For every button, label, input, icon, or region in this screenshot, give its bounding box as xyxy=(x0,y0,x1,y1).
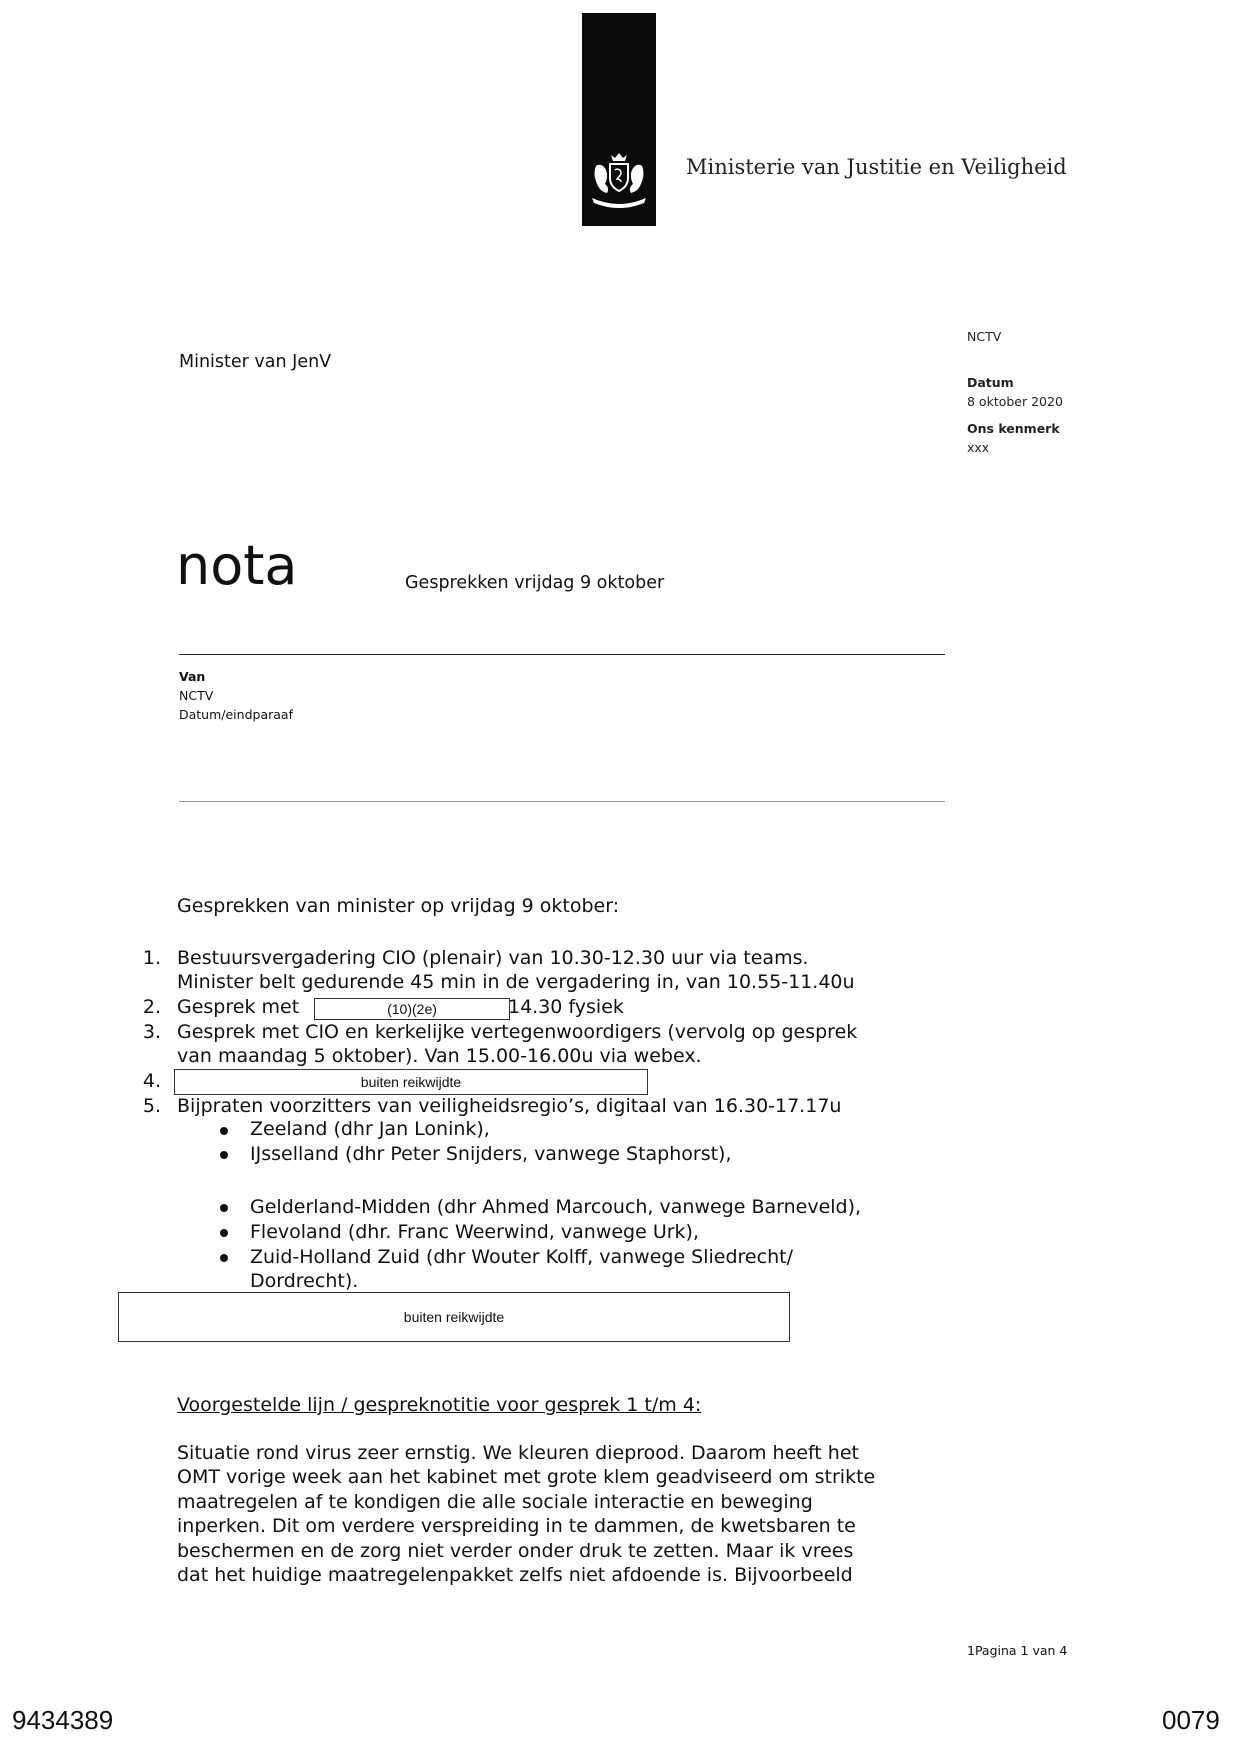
document-number: 9434389 xyxy=(12,1705,114,1735)
redaction-box: (10)(2e) xyxy=(314,998,510,1020)
list-number: 1. xyxy=(142,947,161,969)
list-item-5: Bijpraten voorzitters van veiligheidsregio’s, digitaal van 16.30-17.17u xyxy=(177,1095,842,1117)
sub-item-gelderland-midden: Gelderland-Midden (dhr Ahmed Marcouch, vanwege Barneveld), xyxy=(250,1196,862,1218)
ministry-name: Ministerie van Justitie en Veiligheid xyxy=(686,155,1067,179)
department-label: NCTV xyxy=(967,329,1002,344)
paragraph-line: Situatie rond virus zeer ernstig. We kleuren dieprood. Daarom heeft het xyxy=(177,1442,859,1464)
sub-item-flevoland: Flevoland (dhr. Franc Weerwind, vanwege Urk), xyxy=(250,1221,700,1243)
document-code: 0079 xyxy=(1162,1705,1220,1735)
bullet-icon xyxy=(220,1254,228,1262)
list-item-2-prefix: Gesprek met xyxy=(177,996,300,1018)
list-number: 2. xyxy=(142,996,161,1018)
document-type: nota xyxy=(176,534,298,597)
sub-item-zuid-holland-zuid: Zuid-Holland Zuid (dhr Wouter Kolff, vanwege Sliedrecht/ xyxy=(250,1246,793,1268)
reference-label: Ons kenmerk xyxy=(967,421,1060,436)
divider-top xyxy=(179,654,945,655)
list-item-2-suffix: 14.30 fysiek xyxy=(508,996,624,1018)
list-item-3-line-2: van maandag 5 oktober). Van 15.00-16.00u via webex. xyxy=(177,1045,702,1067)
list-number: 5. xyxy=(142,1095,161,1117)
sender-value: NCTV xyxy=(179,688,214,703)
paragraph-line: dat het huidige maatregelenpakket zelfs niet afdoende is. Bijvoorbeeld xyxy=(177,1564,853,1586)
bullet-icon xyxy=(220,1229,228,1237)
sub-item-ijsselland: IJsselland (dhr Peter Snijders, vanwege Staphorst), xyxy=(250,1143,732,1165)
page-number: 1Pagina 1 van 4 xyxy=(967,1643,1068,1658)
list-item-1-line-1: Bestuursvergadering CIO (plenair) van 10.30-12.30 uur via teams. xyxy=(177,947,809,969)
bullet-icon xyxy=(220,1127,228,1135)
list-item-3-line-1: Gesprek met CIO en kerkelijke vertegenwoordigers (vervolg op gesprek xyxy=(177,1021,858,1043)
section-heading: Voorgestelde lijn / gespreknotitie voor gesprek 1 t/m 4: xyxy=(177,1394,702,1416)
bullet-icon xyxy=(220,1151,228,1159)
paragraph-line: OMT vorige week aan het kabinet met grote klem geadviseerd om strikte xyxy=(177,1466,876,1488)
date-value: 8 oktober 2020 xyxy=(967,394,1063,409)
intro-text: Gesprekken van minister op vrijdag 9 oktober: xyxy=(177,895,620,917)
paragraph-line: beschermen en de zorg niet verder onder druk te zetten. Maar ik vrees xyxy=(177,1540,854,1562)
date-initials-label: Datum/eindparaaf xyxy=(179,707,293,722)
netherlands-coat-of-arms-icon xyxy=(588,152,650,210)
sub-item-zeeland: Zeeland (dhr Jan Lonink), xyxy=(250,1118,490,1140)
list-number: 3. xyxy=(142,1021,161,1043)
reference-value: xxx xyxy=(967,440,990,455)
sender-label: Van xyxy=(179,669,206,684)
redaction-block: buiten reikwijdte xyxy=(118,1292,790,1342)
bullet-icon xyxy=(220,1204,228,1212)
list-number: 4. xyxy=(142,1070,161,1092)
divider-bottom xyxy=(179,801,945,802)
date-label: Datum xyxy=(967,375,1014,390)
redaction-box: buiten reikwijdte xyxy=(174,1069,648,1095)
paragraph-line: inperken. Dit om verdere verspreiding in te dammen, de kwetsbaren te xyxy=(177,1515,856,1537)
recipient: Minister van JenV xyxy=(179,352,332,372)
sub-item-zuid-holland-zuid-cont: Dordrecht). xyxy=(250,1270,359,1292)
list-item-1-line-2: Minister belt gedurende 45 min in de vergadering in, van 10.55-11.40u xyxy=(177,971,855,993)
paragraph-line: maatregelen af te kondigen die alle sociale interactie en beweging xyxy=(177,1491,813,1513)
subject: Gesprekken vrijdag 9 oktober xyxy=(405,573,665,593)
